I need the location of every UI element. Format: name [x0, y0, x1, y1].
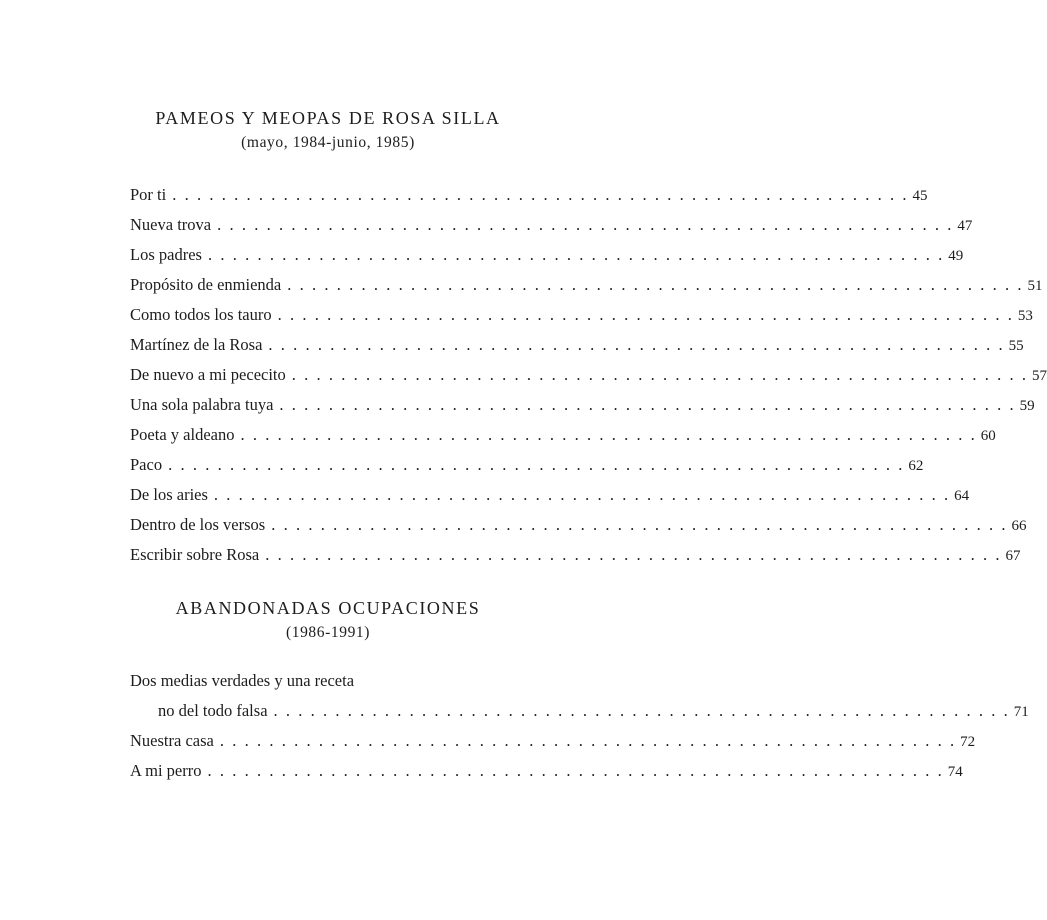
dot-leader: . . . . . . . . . . . . . . . . . . . . . . . . . . . . . . . . . . . . . . . . . . . . . . . . . . . . . . . . . . . . — [268, 335, 1003, 354]
entry-page-number: 51 — [1027, 278, 1043, 294]
entry-page-number: 57 — [1032, 368, 1047, 384]
entry-title: no del todo falsa — [158, 701, 268, 720]
entry-title: Nueva trova — [130, 215, 212, 234]
section-title: PAMEOS Y MEOPAS DE ROSA SILLA — [155, 108, 501, 128]
entry-title: Martínez de la Rosa — [130, 335, 263, 354]
dot-leader: . . . . . . . . . . . . . . . . . . . . . . . . . . . . . . . . . . . . . . . . . . . . . . . . . . . . . . . . . . . . — [273, 701, 1008, 720]
toc-entry[interactable] — [130, 300, 1033, 330]
entry-page-number: 53 — [1017, 308, 1033, 324]
toc-entry[interactable] — [130, 390, 1035, 420]
entry-page-number: 60 — [980, 428, 996, 444]
toc-entry-list — [130, 666, 1029, 786]
dot-leader: . . . . . . . . . . . . . . . . . . . . . . . . . . . . . . . . . . . . . . . . . . . . . . . . . . . . . . . . . . . . — [287, 275, 1022, 294]
toc-entry[interactable] — [130, 420, 996, 450]
dot-leader: . . . . . . . . . . . . . . . . . . . . . . . . . . . . . . . . . . . . . . . . . . . . . . . . . . . . . . . . . . . . — [271, 515, 1006, 534]
entry-title: Por ti — [130, 185, 167, 204]
entry-title: De nuevo a mi pececito — [130, 365, 286, 384]
toc-entry[interactable] — [130, 180, 928, 210]
entry-page-number: 47 — [957, 218, 973, 234]
dot-leader: . . . . . . . . . . . . . . . . . . . . . . . . . . . . . . . . . . . . . . . . . . . . . . . . . . . . . . . . . . . . — [265, 545, 1000, 564]
entry-title: De los aries — [130, 485, 208, 504]
entry-page-number: 49 — [948, 248, 964, 264]
entry-title: Poeta y aldeano — [130, 425, 235, 444]
entry-title: Los padres — [130, 245, 202, 264]
toc-entry[interactable] — [130, 210, 973, 240]
entry-title: Escribir sobre Rosa — [130, 545, 260, 564]
toc-section-pameos — [130, 106, 1047, 570]
entry-title: Propósito de enmienda — [130, 275, 282, 294]
dot-leader: . . . . . . . . . . . . . . . . . . . . . . . . . . . . . . . . . . . . . . . . . . . . . . . . . . . . . . . . . . . . — [240, 425, 975, 444]
entry-title: A mi perro — [130, 761, 202, 780]
entry-title: Nuestra casa — [130, 731, 214, 750]
dot-leader: . . . . . . . . . . . . . . . . . . . . . . . . . . . . . . . . . . . . . . . . . . . . . . . . . . . . . . . . . . . . — [291, 365, 1027, 384]
toc-entry[interactable] — [130, 330, 1024, 360]
entry-page-number: 62 — [908, 458, 924, 474]
toc-section-abandonadas — [130, 596, 1029, 786]
toc-entry[interactable] — [130, 240, 964, 270]
toc-entry[interactable] — [130, 540, 1021, 570]
toc-entry[interactable] — [130, 756, 963, 786]
section-subtitle: (mayo, 1984-junio, 1985) — [241, 134, 415, 151]
dot-leader: . . . . . . . . . . . . . . . . . . . . . . . . . . . . . . . . . . . . . . . . . . . . . . . . . . . . . . . . . . . . — [219, 731, 955, 750]
entry-page-number: 72 — [960, 734, 976, 750]
entry-page-number: 66 — [1011, 518, 1027, 534]
toc-entry[interactable] — [130, 510, 1027, 540]
entry-page-number: 59 — [1019, 398, 1035, 414]
toc-entry-multiline[interactable] — [130, 666, 1029, 726]
entry-page-number: 55 — [1008, 338, 1024, 354]
entry-title-line-1: Dos medias verdades y una receta — [130, 671, 355, 690]
section-subtitle: (1986-1991) — [285, 624, 371, 641]
entry-title: Como todos los tauro — [130, 305, 272, 324]
entry-title: Una sola palabra tuya — [130, 395, 274, 414]
dot-leader: . . . . . . . . . . . . . . . . . . . . . . . . . . . . . . . . . . . . . . . . . . . . . . . . . . . . . . . . . . . . — [277, 305, 1012, 324]
toc-entry — [130, 696, 1029, 726]
entry-page-number: 71 — [1013, 704, 1029, 720]
toc-entry[interactable] — [130, 270, 1043, 300]
dot-leader: . . . . . . . . . . . . . . . . . . . . . . . . . . . . . . . . . . . . . . . . . . . . . . . . . . . . . . . . . . . . — [172, 185, 907, 204]
dot-leader: . . . . . . . . . . . . . . . . . . . . . . . . . . . . . . . . . . . . . . . . . . . . . . . . . . . . . . . . . . . . — [168, 455, 903, 474]
toc-entry[interactable] — [130, 480, 970, 510]
dot-leader: . . . . . . . . . . . . . . . . . . . . . . . . . . . . . . . . . . . . . . . . . . . . . . . . . . . . . . . . . . . . — [279, 395, 1014, 414]
entry-page-number: 74 — [947, 764, 963, 780]
dot-leader: . . . . . . . . . . . . . . . . . . . . . . . . . . . . . . . . . . . . . . . . . . . . . . . . . . . . . . . . . . . . — [207, 245, 943, 264]
toc-entry[interactable] — [130, 450, 924, 480]
section-title: ABANDONADAS OCUPACIONES — [175, 598, 481, 618]
toc-entry[interactable] — [130, 726, 976, 756]
dot-leader: . . . . . . . . . . . . . . . . . . . . . . . . . . . . . . . . . . . . . . . . . . . . . . . . . . . . . . . . . . . . — [213, 485, 949, 504]
toc-entry-list — [130, 180, 1047, 570]
entry-title: Paco — [130, 455, 163, 474]
entry-page-number: 45 — [912, 188, 928, 204]
entry-page-number: 67 — [1005, 548, 1021, 564]
toc-entry[interactable] — [130, 360, 1047, 390]
entry-title: Dentro de los versos — [130, 515, 266, 534]
dot-leader: . . . . . . . . . . . . . . . . . . . . . . . . . . . . . . . . . . . . . . . . . . . . . . . . . . . . . . . . . . . . — [207, 761, 942, 780]
entry-page-number: 64 — [954, 488, 970, 504]
dot-leader: . . . . . . . . . . . . . . . . . . . . . . . . . . . . . . . . . . . . . . . . . . . . . . . . . . . . . . . . . . . . — [217, 215, 952, 234]
